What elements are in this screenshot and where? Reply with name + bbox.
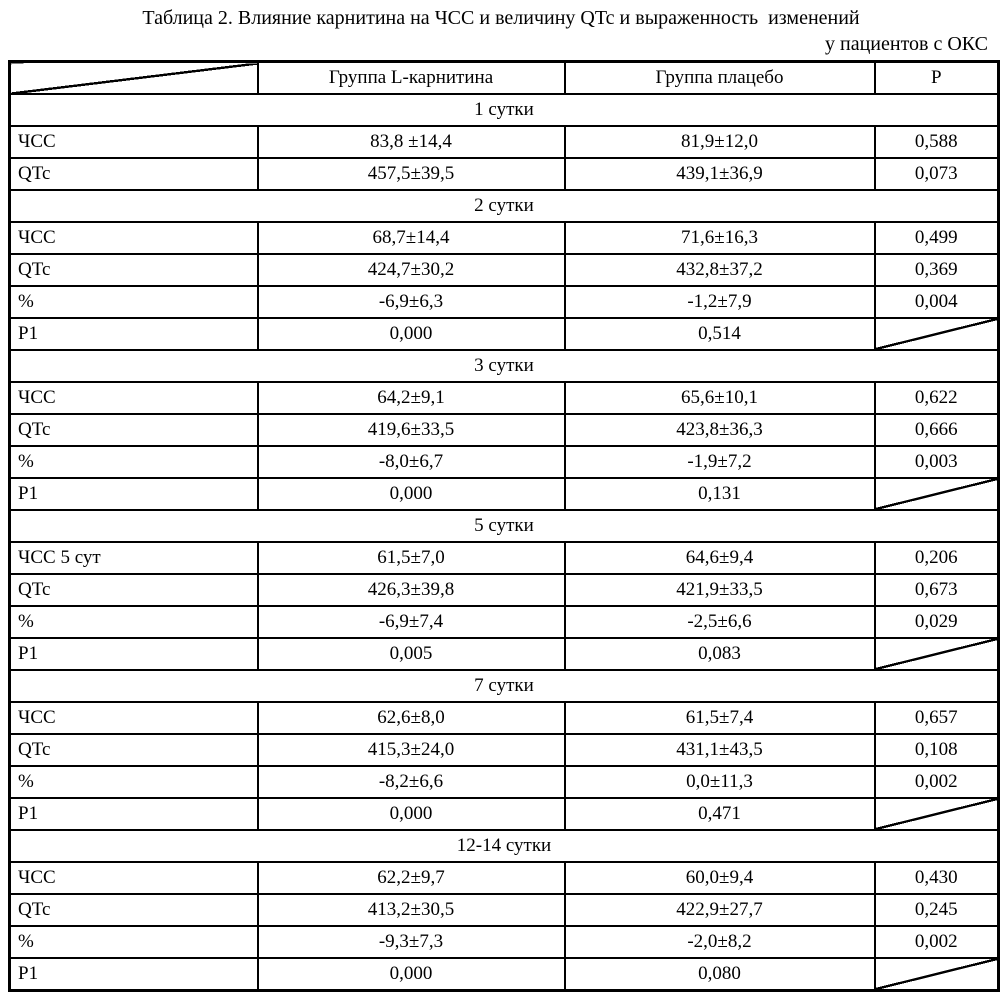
table-row [10,542,999,574]
placebo-value-cell: 0,083 [565,638,875,670]
table-row [10,766,999,798]
l-carnitine-value-cell: 62,2±9,7 [258,862,565,894]
placebo-value-cell: 61,5±7,4 [565,702,875,734]
table-row [10,126,999,158]
l-carnitine-value-cell: -6,9±7,4 [258,606,565,638]
l-carnitine-value-cell: -8,2±6,6 [258,766,565,798]
section-header-row [10,670,999,702]
row-parameter-label: % [10,446,258,478]
header-l-carnitine-group: Группа L-карнитина [258,62,565,95]
section-header-row [10,190,999,222]
table-title-line2: у пациентов с ОКС [825,33,988,55]
table-row [10,734,999,766]
p-value-cell: 0,029 [875,606,999,638]
header-p-value: P [875,62,999,95]
row-parameter-label: ЧСС [10,222,258,254]
l-carnitine-value-cell: 68,7±14,4 [258,222,565,254]
section-label: 5 сутки [10,510,999,542]
table-body [10,94,999,991]
placebo-value-cell: -2,5±6,6 [565,606,875,638]
table-row [10,478,999,510]
section-header-row [10,350,999,382]
row-parameter-label: QTc [10,734,258,766]
placebo-value-cell: 0,471 [565,798,875,830]
l-carnitine-value-cell: 83,8 ±14,4 [258,126,565,158]
l-carnitine-value-cell: 0,000 [258,798,565,830]
placebo-value-cell: 432,8±37,2 [565,254,875,286]
p-value-cell: 0,673 [875,574,999,606]
l-carnitine-value-cell: 457,5±39,5 [258,158,565,190]
row-parameter-label: ЧСС [10,126,258,158]
table-row [10,286,999,318]
table-row [10,638,999,670]
l-carnitine-value-cell: 0,000 [258,318,565,350]
l-carnitine-value-cell: 415,3±24,0 [258,734,565,766]
row-parameter-label: P1 [10,798,258,830]
table-row [10,574,999,606]
table-row [10,702,999,734]
l-carnitine-value-cell: 0,005 [258,638,565,670]
section-label: 2 сутки [10,190,999,222]
placebo-value-cell: 431,1±43,5 [565,734,875,766]
section-header-row [10,510,999,542]
table-header-row [10,62,999,95]
p-value-cell: 0,004 [875,286,999,318]
p-value-cell: 0,657 [875,702,999,734]
table-row [10,318,999,350]
p-value-cell: 0,499 [875,222,999,254]
l-carnitine-value-cell: 61,5±7,0 [258,542,565,574]
placebo-value-cell: 439,1±36,9 [565,158,875,190]
p-value-cell: 0,430 [875,862,999,894]
placebo-value-cell: -2,0±8,2 [565,926,875,958]
placebo-value-cell: 0,514 [565,318,875,350]
row-parameter-label: ЧСС [10,862,258,894]
l-carnitine-value-cell: 426,3±39,8 [258,574,565,606]
row-parameter-label: % [10,766,258,798]
table-row [10,958,999,991]
placebo-value-cell: 0,080 [565,958,875,991]
placebo-value-cell: 65,6±10,1 [565,382,875,414]
section-label: 12-14 сутки [10,830,999,862]
l-carnitine-value-cell: 0,000 [258,478,565,510]
row-parameter-label: ЧСС [10,702,258,734]
table-row [10,382,999,414]
p-value-cell: 0,588 [875,126,999,158]
row-parameter-label: P1 [10,478,258,510]
l-carnitine-value-cell: 0,000 [258,958,565,991]
section-header-row [10,94,999,126]
table-row [10,926,999,958]
l-carnitine-value-cell: 64,2±9,1 [258,382,565,414]
p-value-cell: 0,369 [875,254,999,286]
row-parameter-label: P1 [10,638,258,670]
table-title-line1: Таблица 2. Влияние карнитина на ЧСС и величину QTc и выраженность изменений [142,7,860,29]
l-carnitine-value-cell: 424,7±30,2 [258,254,565,286]
p-value-cell: 0,003 [875,446,999,478]
placebo-value-cell: -1,2±7,9 [565,286,875,318]
table-row [10,446,999,478]
placebo-value-cell: 64,6±9,4 [565,542,875,574]
row-parameter-label: QTc [10,158,258,190]
p-value-cell-diagonal [875,318,999,350]
l-carnitine-value-cell: -6,9±6,3 [258,286,565,318]
p-value-cell: 0,002 [875,766,999,798]
placebo-value-cell: 0,131 [565,478,875,510]
row-parameter-label: QTc [10,574,258,606]
row-parameter-label: % [10,926,258,958]
p-value-cell: 0,108 [875,734,999,766]
carnitine-qtc-data-table [8,60,1000,992]
p-value-cell: 0,245 [875,894,999,926]
row-parameter-label: % [10,286,258,318]
l-carnitine-value-cell: -8,0±6,7 [258,446,565,478]
p-value-cell: 0,622 [875,382,999,414]
p-value-cell: 0,002 [875,926,999,958]
row-parameter-label: QTc [10,894,258,926]
l-carnitine-value-cell: 419,6±33,5 [258,414,565,446]
row-parameter-label: % [10,606,258,638]
row-parameter-label: ЧСС [10,382,258,414]
section-header-row [10,830,999,862]
placebo-value-cell: 71,6±16,3 [565,222,875,254]
table-row [10,894,999,926]
p-value-cell: 0,073 [875,158,999,190]
l-carnitine-value-cell: -9,3±7,3 [258,926,565,958]
table-title [0,0,1002,57]
table-row [10,862,999,894]
p-value-cell-diagonal [875,478,999,510]
table-row [10,254,999,286]
table-row [10,798,999,830]
row-parameter-label: QTc [10,414,258,446]
placebo-value-cell: 423,8±36,3 [565,414,875,446]
p-value-cell-diagonal [875,798,999,830]
placebo-value-cell: 0,0±11,3 [565,766,875,798]
row-parameter-label: ЧСС 5 сут [10,542,258,574]
p-value-cell-diagonal [875,958,999,991]
placebo-value-cell: 421,9±33,5 [565,574,875,606]
table-row [10,606,999,638]
row-parameter-label: P1 [10,958,258,991]
row-parameter-label: QTc [10,254,258,286]
placebo-value-cell: 422,9±27,7 [565,894,875,926]
header-placebo-group: Группа плацебо [565,62,875,95]
p-value-cell: 0,206 [875,542,999,574]
row-parameter-label: P1 [10,318,258,350]
placebo-value-cell: 60,0±9,4 [565,862,875,894]
section-label: 7 сутки [10,670,999,702]
l-carnitine-value-cell: 62,6±8,0 [258,702,565,734]
section-label: 1 сутки [10,94,999,126]
table-row [10,158,999,190]
placebo-value-cell: 81,9±12,0 [565,126,875,158]
table-row [10,222,999,254]
placebo-value-cell: -1,9±7,2 [565,446,875,478]
section-label: 3 сутки [10,350,999,382]
l-carnitine-value-cell: 413,2±30,5 [258,894,565,926]
p-value-cell: 0,666 [875,414,999,446]
header-corner-cell-diagonal [10,62,258,95]
table-row [10,414,999,446]
p-value-cell-diagonal [875,638,999,670]
